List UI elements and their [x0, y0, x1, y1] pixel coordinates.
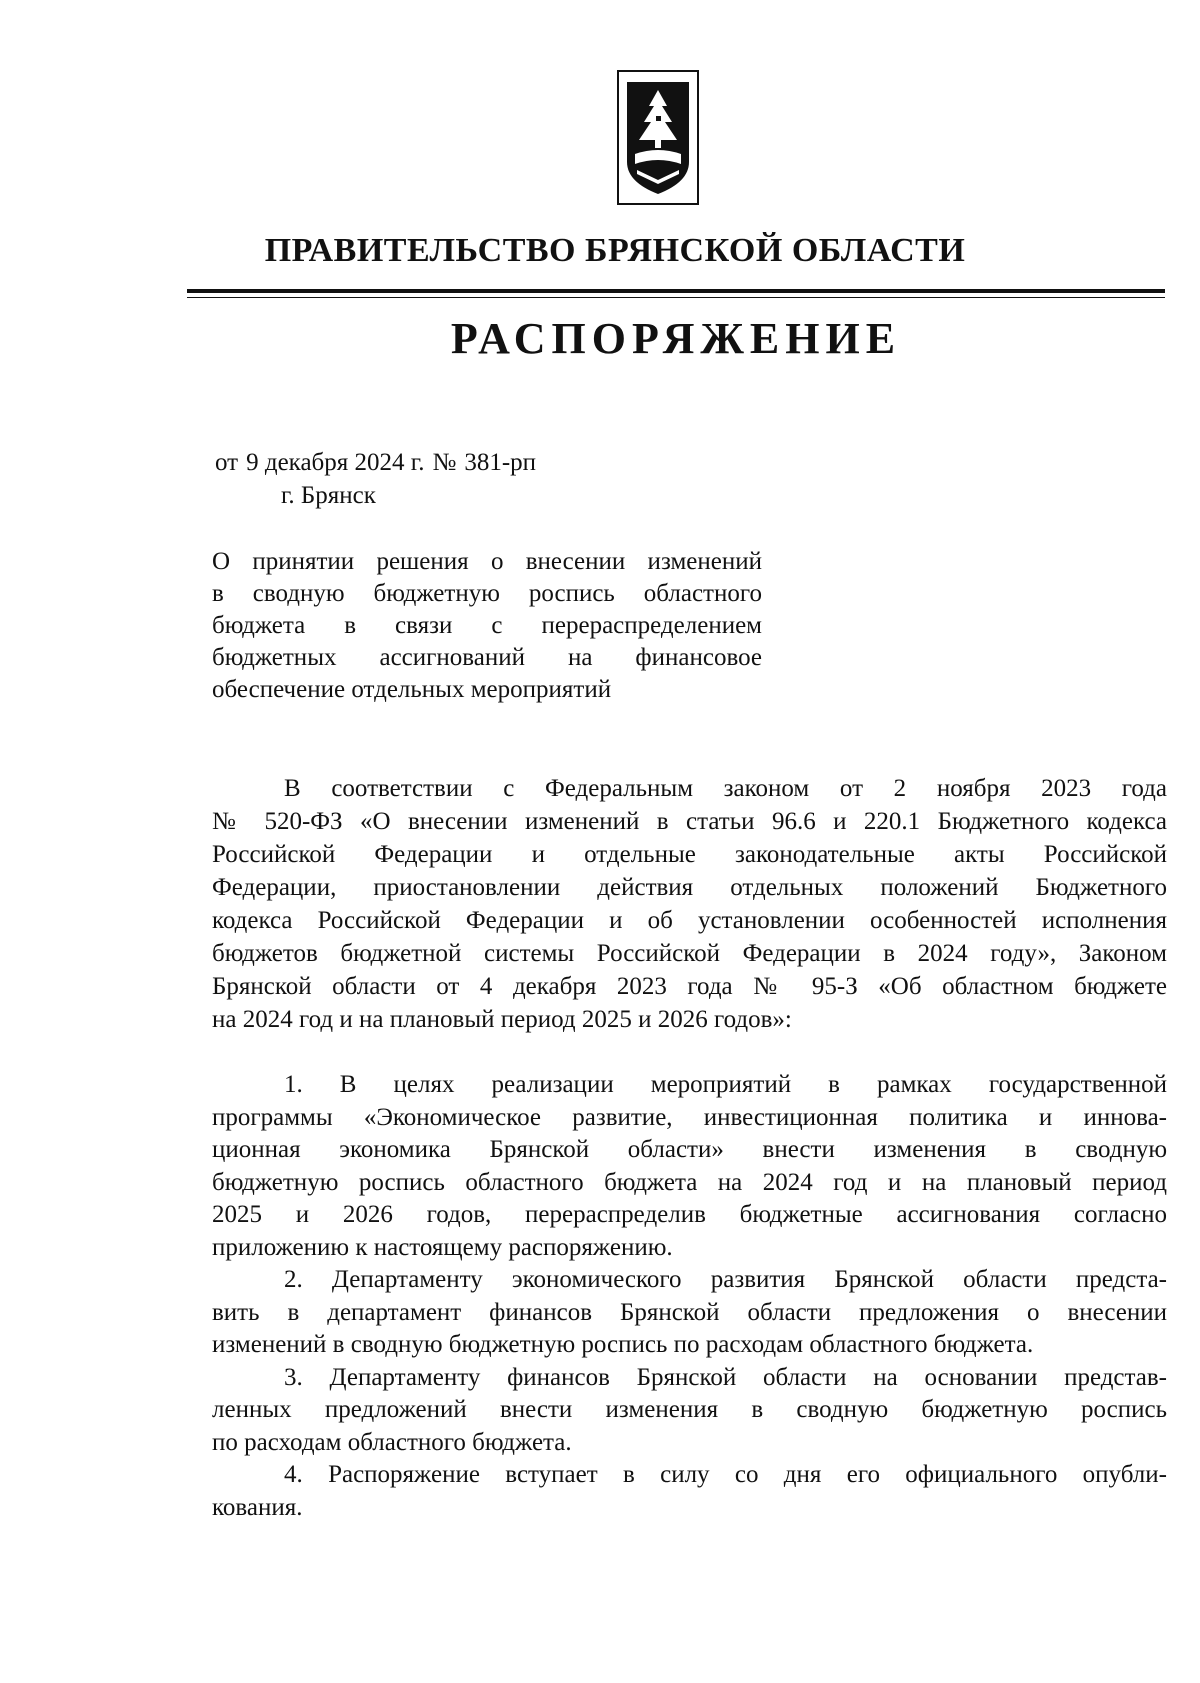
- preamble-line: № 520-ФЗ «О внесении изменений в статьи 96.6 и 220.1 Бюджетного кодекса: [212, 808, 1167, 835]
- number-sign: №: [432, 449, 457, 476]
- dateline: [215, 449, 544, 477]
- preamble-line: кодекса Российской Федерации и об установлении особенностей исполнения: [212, 907, 1167, 934]
- item-2-line: 2. Департаменту экономического развития Брянской области предста-: [284, 1266, 1167, 1293]
- item-1-line: 1. В целях реализации мероприятий в рамках государственной: [284, 1071, 1167, 1098]
- item-4-line: 4. Распоряжение вступает в силу со дня его официального опубли-: [284, 1461, 1167, 1488]
- item-1-line: бюджетную роспись областного бюджета на 2024 год и на плановый период: [212, 1168, 1167, 1196]
- preamble-line: Федерации, приостановлении действия отдельных положений Бюджетного: [212, 874, 1167, 901]
- header-rule-thick: [187, 289, 1165, 293]
- subject-line: О принятии решения о внесении изменений: [212, 548, 762, 575]
- subject-line: бюджета в связи с перераспределением: [212, 612, 762, 639]
- document-number: 381-рп: [464, 449, 537, 476]
- preamble-line: на 2024 год и на плановый период 2025 и 2026 годов»:: [212, 1006, 792, 1033]
- preamble-paragraph: [212, 772, 1167, 1036]
- item-1-line: программы «Экономическое развитие, инвестиционная политика и иннова-: [212, 1103, 1167, 1131]
- preamble-line: бюджетов бюджетной системы Российской Федерации в 2024 году», Законом: [212, 940, 1167, 967]
- item-4-line: кования.: [212, 1493, 303, 1521]
- organization-name: ПРАВИТЕЛЬСТВО БРЯНСКОЙ ОБЛАСТИ: [264, 232, 966, 269]
- item-1-line: приложению к настоящему распоряжению.: [212, 1233, 673, 1261]
- city: г. Брянск: [281, 482, 376, 509]
- header-rule-thin: [187, 297, 1165, 298]
- item-3-line: ленных предложений внести изменения в сводную бюджетную роспись: [212, 1396, 1167, 1423]
- item-2-line: вить в департамент финансов Брянской области предложения о внесении: [212, 1298, 1167, 1326]
- item-3-line: по расходам областного бюджета.: [212, 1428, 572, 1456]
- preamble-line: Российской Федерации и отдельные законодательные акты Российской: [212, 841, 1167, 868]
- document-date: 9 декабря 2024 г.: [246, 449, 425, 476]
- item-2-line: изменений в сводную бюджетную роспись по расходам областного бюджета.: [212, 1331, 1034, 1358]
- item-1-line: ционная экономика Брянской области» внести изменения в сводную: [212, 1136, 1167, 1163]
- preamble-line: Брянской области от 4 декабря 2023 года № 95-З «Об областном бюджете: [212, 973, 1167, 1000]
- item-3-line: 3. Департаменту финансов Брянской области на основании представ-: [284, 1363, 1167, 1391]
- document-type-title: РАСПОРЯЖЕНИЕ: [450, 314, 902, 363]
- coat-of-arms-icon: [617, 70, 699, 205]
- subject-line: в сводную бюджетную роспись областного: [212, 580, 762, 607]
- item-1-line: 2025 и 2026 годов, перераспределив бюджетные ассигнования согласно: [212, 1201, 1167, 1228]
- date-prefix: от: [215, 449, 239, 476]
- subject-line: бюджетных ассигнований на финансовое: [212, 644, 762, 671]
- resolution-items: [212, 1068, 1167, 1523]
- preamble-line: В соответствии с Федеральным законом от 2 ноября 2023 года: [284, 775, 1167, 802]
- document-subject: [212, 546, 762, 706]
- subject-line: обеспечение отдельных мероприятий: [212, 676, 612, 703]
